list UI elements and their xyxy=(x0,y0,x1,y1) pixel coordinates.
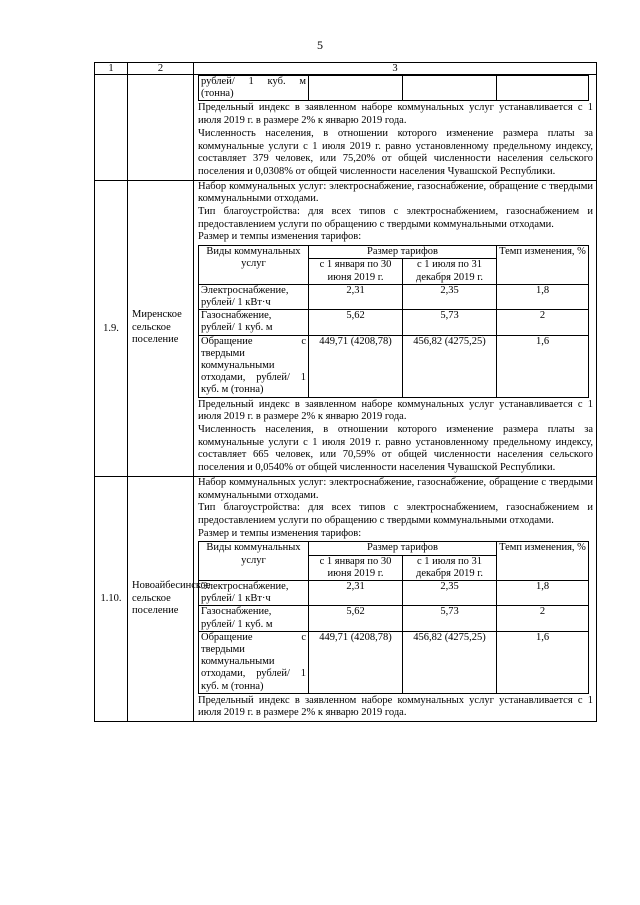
section-number: 1.9. xyxy=(95,180,128,476)
section-content xyxy=(194,476,597,721)
tariff-rate: 1,6 xyxy=(497,631,589,693)
section-row-1-10 xyxy=(95,476,597,721)
tariff-value-period-2: 5,73 xyxy=(403,606,497,631)
tariff-value-period-2: 2,35 xyxy=(403,580,497,605)
tariff-header-rate: Темп изменения, % xyxy=(497,542,589,581)
tariff-service: Обращение с твердыми коммунальными отходами, рублей/ 1 куб. м (тонна) xyxy=(199,631,309,693)
continuation-content xyxy=(194,75,597,181)
tariff-value-period-1: 449,71 (4208,78) xyxy=(309,631,403,693)
tariff-header-kinds: Виды коммунальных услуг xyxy=(199,246,309,285)
tariff-rate: 2 xyxy=(497,606,589,631)
tariff-header-size: Размер тарифов xyxy=(309,542,497,555)
header-col-2: 2 xyxy=(128,63,194,75)
tariff-table xyxy=(198,245,589,397)
tariff-rate: 1,6 xyxy=(497,335,589,397)
section-name: Миренское сельское поселение xyxy=(128,180,194,476)
tariff-table xyxy=(198,541,589,693)
tariff-value-period-1: 2,31 xyxy=(309,284,403,309)
tariff-value-period-1: 449,71 (4208,78) xyxy=(309,335,403,397)
tariff-header-kinds: Виды коммунальных услуг xyxy=(199,542,309,581)
population-text: Численность населения, в отношении которого изменение размера платы за коммунальные услуги с 1 июля 2019 г. равно установленному предельному индексу, составляет 379 человек, или 75,20% от общей численности населения сельского поселения и 0,0308% от общей численности населения Чувашской Республики. xyxy=(198,127,593,177)
tariff-value-period-1: 2,31 xyxy=(309,580,403,605)
header-col-3: 3 xyxy=(194,63,597,75)
section-content xyxy=(194,180,597,476)
tariff-header-period-2: с 1 июля по 31 декабря 2019 г. xyxy=(403,259,497,284)
continuation-row xyxy=(95,75,597,181)
tariff-value-period-2: 456,82 (4275,25) xyxy=(403,335,497,397)
tariff-service: Газоснабжение, рублей/ 1 куб. м xyxy=(199,310,309,335)
tariff-header-rate: Темп изменения, % xyxy=(497,246,589,285)
tariff-header-period-2: с 1 июля по 31 декабря 2019 г. xyxy=(403,555,497,580)
section-number: 1.10. xyxy=(95,476,128,721)
tariff-value-period-2: 456,82 (4275,25) xyxy=(403,631,497,693)
population-text: Численность населения, в отношении которого изменение размера платы за коммунальные услуги с 1 июля 2019 г. равно установленному предельному индексу, составляет 665 человек, или 70,59% от общей численности населения сельского поселения и 0,0540% от общей численности населения Чувашской Республики. xyxy=(198,423,593,474)
tariff-value-period-2: 2,35 xyxy=(403,284,497,309)
main-table xyxy=(94,62,597,722)
tariff-service: Обращение с твердыми коммунальными отходами, рублей/ 1 куб. м (тонна) xyxy=(199,335,309,397)
index-text: Предельный индекс в заявленном наборе коммунальных услуг устанавливается с 1 июля 2019 г. в размере 2% к январю 2019 года. xyxy=(198,694,593,719)
tariff-row xyxy=(199,580,589,605)
tariff-service-cell: рублей/ 1 куб. м (тонна) xyxy=(199,76,309,101)
tariff-service: Электроснабжение, рублей/ 1 кВт·ч xyxy=(199,580,309,605)
tariff-header-size: Размер тарифов xyxy=(309,246,497,259)
improvement-type-text: Тип благоустройства: для всех типов с электроснабжением, газоснабжением и предоставлением услуги по обращению с твердыми коммунальными отходами. xyxy=(198,206,593,230)
tariff-row xyxy=(199,606,589,631)
tariff-header-period-1: с 1 января по 30 июня 2019 г. xyxy=(309,259,403,284)
tariff-service: Газоснабжение, рублей/ 1 куб. м xyxy=(199,606,309,631)
index-text: Предельный индекс в заявленном наборе коммунальных услуг устанавливается с 1 июля 2019 г. в размере 2% к январю 2019 года. xyxy=(198,102,593,127)
tariff-header-period-1: с 1 января по 30 июня 2019 г. xyxy=(309,555,403,580)
tariff-intro-text: Размер и темпы изменения тарифов: xyxy=(198,527,362,539)
header-row xyxy=(95,63,597,75)
tariff-row xyxy=(199,284,589,309)
tariff-service: Электроснабжение, рублей/ 1 кВт·ч xyxy=(199,284,309,309)
tariff-rate: 1,8 xyxy=(497,284,589,309)
services-set-text: Набор коммунальных услуг: электроснабжение, газоснабжение, обращение с твердыми коммунальными отходами. xyxy=(198,476,593,501)
tariff-value-period-1: 5,62 xyxy=(309,606,403,631)
section-name: Новоайбесинское сельское поселение xyxy=(128,476,194,721)
tariff-row xyxy=(199,335,589,397)
index-text: Предельный индекс в заявленном наборе коммунальных услуг устанавливается с 1 июля 2019 г. в размере 2% к январю 2019 года. xyxy=(198,398,593,423)
improvement-type-text: Тип благоустройства: для всех типов с электроснабжением, газоснабжением и предоставлением услуги по обращению с твердыми коммунальными отходами. xyxy=(198,502,593,526)
tariff-row xyxy=(199,631,589,693)
tariff-rate: 1,8 xyxy=(497,580,589,605)
tariff-row xyxy=(199,310,589,335)
page-number: 5 xyxy=(317,38,323,52)
tariff-value-period-2: 5,73 xyxy=(403,310,497,335)
services-set-text: Набор коммунальных услуг: электроснабжение, газоснабжение, обращение с твердыми коммунальными отходами. xyxy=(198,180,593,205)
section-row-1-9 xyxy=(95,180,597,476)
tariff-value-period-1: 5,62 xyxy=(309,310,403,335)
tariff-intro-text: Размер и темпы изменения тарифов: xyxy=(198,231,362,243)
header-col-1: 1 xyxy=(95,63,128,75)
continuation-tariff-table xyxy=(198,75,589,101)
tariff-rate: 2 xyxy=(497,310,589,335)
